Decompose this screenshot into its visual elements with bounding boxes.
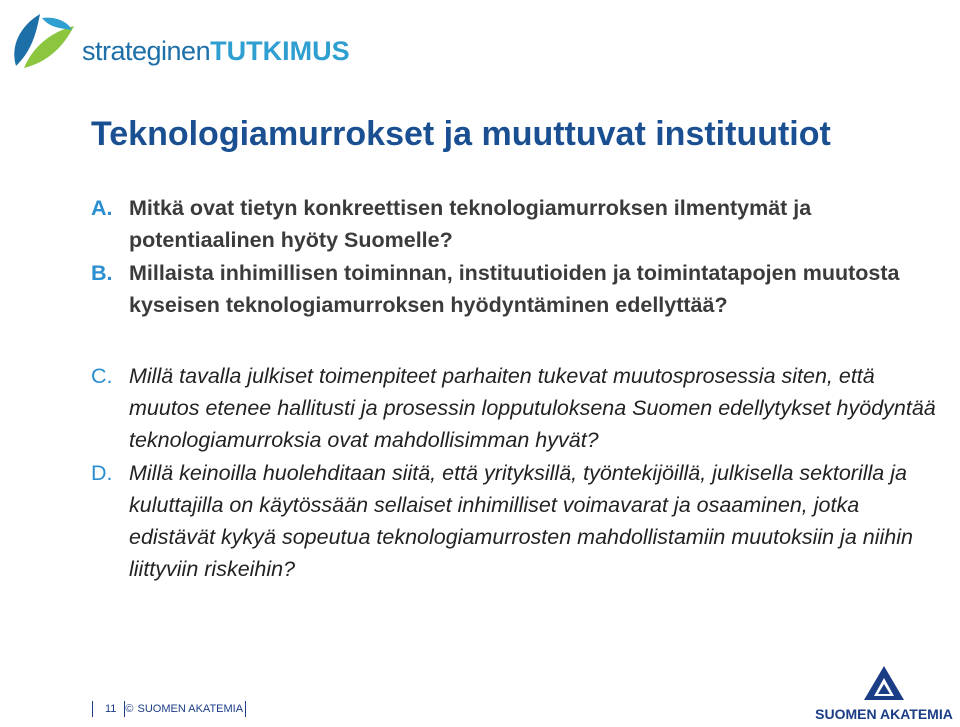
logo-wordmark [82,36,350,67]
leaf-logo-icon [6,6,82,78]
page-number: 11 [105,703,117,715]
slide-title: Teknologiamurrokset ja muuttuvat instituutiot [91,115,831,153]
brand-name: SUOMEN AKATEMIA [815,706,953,722]
footer-divider [245,701,246,717]
logo-word-1: strateginen [82,36,211,66]
question-a-marker: A. [91,196,113,220]
question-b-marker: B. [91,261,113,285]
question-b-text: Millaista inhimillisen toiminnan, instituutioiden ja toimintatapojen muutosta kyseisen teknologiamurroksen hyödyntäminen edellyttää? [129,261,900,317]
footer-divider [92,701,93,717]
question-a [91,192,951,256]
question-d [91,457,951,585]
suomen-akatemia-logo [810,660,958,722]
question-c-marker: C. [91,364,113,388]
triangle-logo-icon [810,660,958,704]
question-c [91,360,951,456]
question-b [91,257,951,321]
question-a-text: Mitkä ovat tietyn konkreettisen teknologiamurroksen ilmentymät ja potentiaalinen hyöty Suomelle? [129,196,812,252]
question-c-text: Millä tavalla julkiset toimenpiteet parhaiten tukevat muutosprosessia siten, että muutos etenee hallitusti ja prosessin lopputuloksena Suomen edellytykset hyödyntää teknologiamurroksia ovat mahdollisimman hyvät? [129,364,936,452]
question-d-text: Millä keinoilla huolehditaan siitä, että yrityksillä, työntekijöillä, julkisella sektorilla ja kuluttajilla on käytössään sellaiset inhimilliset voimavarat ja osaaminen, jotka edistävät kykyä sopeutua teknologiamurrosten mahdollistamiin muutoksiin ja niihin liittyviin riskeihin? [129,461,913,581]
footer-org: SUOMEN AKATEMIA [137,703,244,715]
logo-word-2: TUTKIMUS [210,36,350,66]
question-d-marker: D. [91,461,113,485]
slide-footer [92,701,246,717]
copyright-symbol: © [125,703,134,715]
strateginen-tutkimus-logo [6,6,350,76]
